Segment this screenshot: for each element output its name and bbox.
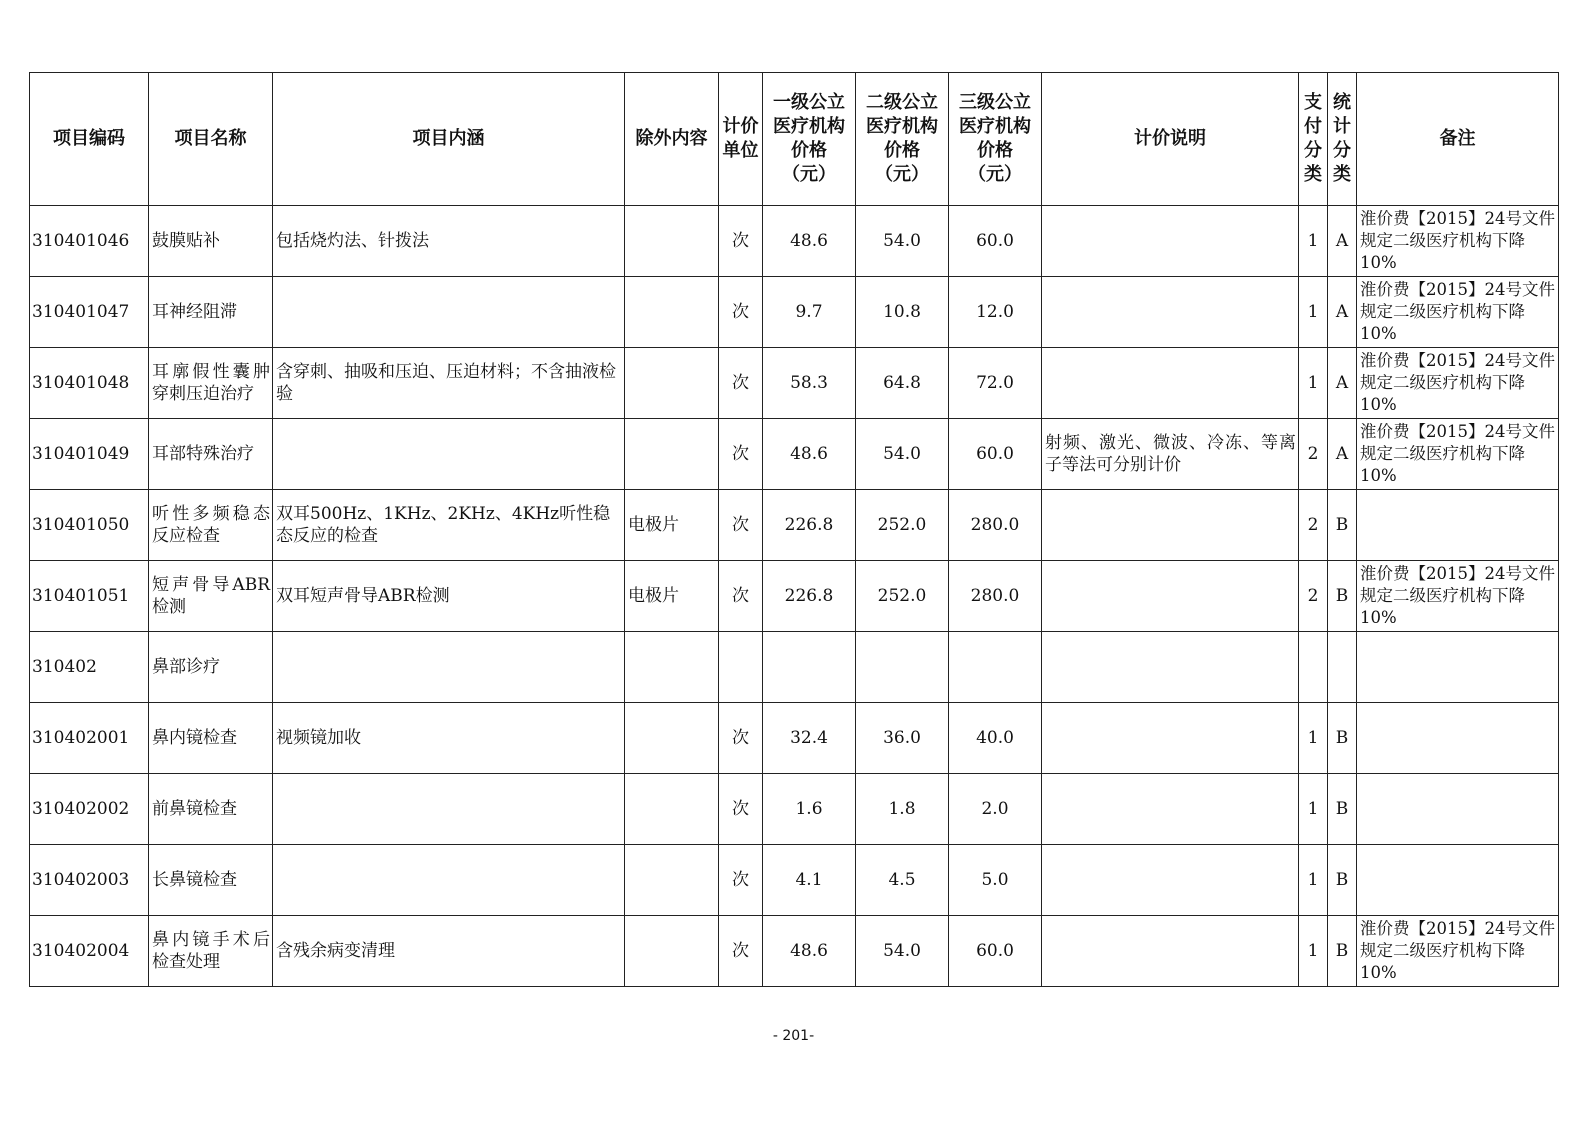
pricing-desc-cell bbox=[1042, 348, 1299, 419]
table-row bbox=[30, 703, 1559, 774]
price-level2-cell: 54.0 bbox=[856, 419, 949, 490]
item-content-cell bbox=[273, 845, 625, 916]
pricing-desc-cell bbox=[1042, 916, 1299, 987]
item-code-cell: 310402 bbox=[30, 632, 149, 703]
header-unit: 计价单位 bbox=[719, 73, 763, 206]
header-pricing-desc: 计价说明 bbox=[1042, 73, 1299, 206]
price-level2-cell: 252.0 bbox=[856, 561, 949, 632]
price-level2-cell: 54.0 bbox=[856, 206, 949, 277]
price-level1-cell: 32.4 bbox=[763, 703, 856, 774]
table-row bbox=[30, 206, 1559, 277]
price-level3-cell: 280.0 bbox=[949, 561, 1042, 632]
pricing-desc-cell bbox=[1042, 206, 1299, 277]
item-content-cell: 含穿刺、抽吸和压迫、压迫材料；不含抽液检验 bbox=[273, 348, 625, 419]
price-level1-cell: 1.6 bbox=[763, 774, 856, 845]
exclude-content-cell bbox=[625, 845, 719, 916]
price-table bbox=[29, 72, 1559, 987]
price-level2-cell: 54.0 bbox=[856, 916, 949, 987]
item-name-cell: 听性多频稳态反应检查 bbox=[149, 490, 273, 561]
price-level1-cell: 48.6 bbox=[763, 419, 856, 490]
item-code-cell: 310401046 bbox=[30, 206, 149, 277]
price-level1-cell: 226.8 bbox=[763, 561, 856, 632]
header-stat-class: 统计分类 bbox=[1328, 73, 1357, 206]
pay-class-cell bbox=[1299, 632, 1328, 703]
header-price-level2: 二级公立医疗机构价格（元） bbox=[856, 73, 949, 206]
item-name-cell: 鼻部诊疗 bbox=[149, 632, 273, 703]
note-cell bbox=[1357, 490, 1559, 561]
stat-class-cell: A bbox=[1328, 419, 1357, 490]
price-level3-cell: 60.0 bbox=[949, 916, 1042, 987]
pricing-desc-cell bbox=[1042, 277, 1299, 348]
table-row bbox=[30, 490, 1559, 561]
pricing-desc-cell bbox=[1042, 632, 1299, 703]
note-cell bbox=[1357, 703, 1559, 774]
price-level1-cell: 58.3 bbox=[763, 348, 856, 419]
note-cell: 淮价费【2015】24号文件规定二级医疗机构下降10% bbox=[1357, 348, 1559, 419]
stat-class-cell: B bbox=[1328, 774, 1357, 845]
item-name-cell: 前鼻镜检查 bbox=[149, 774, 273, 845]
header-row bbox=[30, 73, 1559, 206]
table-row bbox=[30, 419, 1559, 490]
item-code-cell: 310401050 bbox=[30, 490, 149, 561]
pay-class-cell: 1 bbox=[1299, 348, 1328, 419]
exclude-content-cell bbox=[625, 916, 719, 987]
table-row bbox=[30, 845, 1559, 916]
price-level3-cell: 280.0 bbox=[949, 490, 1042, 561]
stat-class-cell: B bbox=[1328, 845, 1357, 916]
exclude-content-cell bbox=[625, 206, 719, 277]
price-level2-cell: 4.5 bbox=[856, 845, 949, 916]
stat-class-cell: A bbox=[1328, 277, 1357, 348]
pay-class-cell: 1 bbox=[1299, 774, 1328, 845]
item-content-cell: 视频镜加收 bbox=[273, 703, 625, 774]
item-content-cell: 包括烧灼法、针拨法 bbox=[273, 206, 625, 277]
item-name-cell: 短声骨导ABR检测 bbox=[149, 561, 273, 632]
pay-class-cell: 2 bbox=[1299, 419, 1328, 490]
pay-class-cell: 2 bbox=[1299, 490, 1328, 561]
pricing-unit-cell: 次 bbox=[719, 419, 763, 490]
header-price-level1: 一级公立医疗机构价格（元） bbox=[763, 73, 856, 206]
pay-class-cell: 1 bbox=[1299, 845, 1328, 916]
pricing-desc-cell bbox=[1042, 774, 1299, 845]
header-code: 项目编码 bbox=[30, 73, 149, 206]
pricing-unit-cell: 次 bbox=[719, 277, 763, 348]
item-content-cell bbox=[273, 419, 625, 490]
stat-class-cell: B bbox=[1328, 490, 1357, 561]
price-level3-cell: 2.0 bbox=[949, 774, 1042, 845]
pricing-desc-cell bbox=[1042, 490, 1299, 561]
exclude-content-cell: 电极片 bbox=[625, 561, 719, 632]
item-code-cell: 310401047 bbox=[30, 277, 149, 348]
table-row bbox=[30, 348, 1559, 419]
table-row bbox=[30, 632, 1559, 703]
price-level1-cell: 48.6 bbox=[763, 916, 856, 987]
pay-class-cell: 2 bbox=[1299, 561, 1328, 632]
price-level3-cell: 60.0 bbox=[949, 206, 1042, 277]
pricing-desc-cell bbox=[1042, 561, 1299, 632]
pricing-desc-cell bbox=[1042, 703, 1299, 774]
price-level3-cell bbox=[949, 632, 1042, 703]
pricing-unit-cell bbox=[719, 632, 763, 703]
header-note: 备注 bbox=[1357, 73, 1559, 206]
page-number: - 201- bbox=[772, 1028, 815, 1044]
note-cell: 淮价费【2015】24号文件规定二级医疗机构下降10% bbox=[1357, 206, 1559, 277]
item-code-cell: 310402004 bbox=[30, 916, 149, 987]
table-row bbox=[30, 277, 1559, 348]
table-row bbox=[30, 561, 1559, 632]
item-content-cell bbox=[273, 277, 625, 348]
item-code-cell: 310402002 bbox=[30, 774, 149, 845]
note-cell bbox=[1357, 774, 1559, 845]
header-exclude: 除外内容 bbox=[625, 73, 719, 206]
item-name-cell: 鼻内镜检查 bbox=[149, 703, 273, 774]
stat-class-cell: B bbox=[1328, 703, 1357, 774]
pay-class-cell: 1 bbox=[1299, 206, 1328, 277]
price-level2-cell: 36.0 bbox=[856, 703, 949, 774]
pricing-desc-cell: 射频、激光、微波、冷冻、等离子等法可分别计价 bbox=[1042, 419, 1299, 490]
pricing-unit-cell: 次 bbox=[719, 845, 763, 916]
note-cell bbox=[1357, 845, 1559, 916]
price-level3-cell: 12.0 bbox=[949, 277, 1042, 348]
note-cell: 淮价费【2015】24号文件规定二级医疗机构下降10% bbox=[1357, 561, 1559, 632]
stat-class-cell: A bbox=[1328, 348, 1357, 419]
item-code-cell: 310401049 bbox=[30, 419, 149, 490]
price-level2-cell: 64.8 bbox=[856, 348, 949, 419]
header-content: 项目内涵 bbox=[273, 73, 625, 206]
price-level2-cell: 252.0 bbox=[856, 490, 949, 561]
pay-class-cell: 1 bbox=[1299, 916, 1328, 987]
item-name-cell: 鼓膜贴补 bbox=[149, 206, 273, 277]
item-content-cell: 含残余病变清理 bbox=[273, 916, 625, 987]
item-name-cell: 鼻内镜手术后检查处理 bbox=[149, 916, 273, 987]
header-price-level3: 三级公立医疗机构价格（元） bbox=[949, 73, 1042, 206]
exclude-content-cell bbox=[625, 703, 719, 774]
note-cell: 淮价费【2015】24号文件规定二级医疗机构下降10% bbox=[1357, 277, 1559, 348]
price-level1-cell: 9.7 bbox=[763, 277, 856, 348]
stat-class-cell: B bbox=[1328, 561, 1357, 632]
pricing-unit-cell: 次 bbox=[719, 206, 763, 277]
table-row bbox=[30, 916, 1559, 987]
pricing-unit-cell: 次 bbox=[719, 703, 763, 774]
exclude-content-cell bbox=[625, 774, 719, 845]
header-name: 项目名称 bbox=[149, 73, 273, 206]
pricing-unit-cell: 次 bbox=[719, 774, 763, 845]
note-cell bbox=[1357, 632, 1559, 703]
price-level1-cell: 226.8 bbox=[763, 490, 856, 561]
price-level1-cell: 4.1 bbox=[763, 845, 856, 916]
item-content-cell bbox=[273, 632, 625, 703]
price-level3-cell: 40.0 bbox=[949, 703, 1042, 774]
item-name-cell: 耳廓假性囊肿穿刺压迫治疗 bbox=[149, 348, 273, 419]
stat-class-cell: B bbox=[1328, 916, 1357, 987]
item-code-cell: 310401051 bbox=[30, 561, 149, 632]
pay-class-cell: 1 bbox=[1299, 703, 1328, 774]
price-level2-cell bbox=[856, 632, 949, 703]
exclude-content-cell bbox=[625, 277, 719, 348]
pricing-unit-cell: 次 bbox=[719, 916, 763, 987]
pricing-unit-cell: 次 bbox=[719, 561, 763, 632]
note-cell: 淮价费【2015】24号文件规定二级医疗机构下降10% bbox=[1357, 916, 1559, 987]
stat-class-cell: A bbox=[1328, 206, 1357, 277]
price-level3-cell: 72.0 bbox=[949, 348, 1042, 419]
pricing-unit-cell: 次 bbox=[719, 348, 763, 419]
item-code-cell: 310402003 bbox=[30, 845, 149, 916]
price-level2-cell: 1.8 bbox=[856, 774, 949, 845]
item-content-cell bbox=[273, 774, 625, 845]
table-row bbox=[30, 774, 1559, 845]
note-cell: 淮价费【2015】24号文件规定二级医疗机构下降10% bbox=[1357, 419, 1559, 490]
header-pay-class: 支付分类 bbox=[1299, 73, 1328, 206]
pricing-unit-cell: 次 bbox=[719, 490, 763, 561]
item-code-cell: 310402001 bbox=[30, 703, 149, 774]
item-code-cell: 310401048 bbox=[30, 348, 149, 419]
exclude-content-cell: 电极片 bbox=[625, 490, 719, 561]
exclude-content-cell bbox=[625, 632, 719, 703]
item-name-cell: 长鼻镜检查 bbox=[149, 845, 273, 916]
item-content-cell: 双耳短声骨导ABR检测 bbox=[273, 561, 625, 632]
price-level2-cell: 10.8 bbox=[856, 277, 949, 348]
table-body bbox=[30, 206, 1559, 987]
price-level3-cell: 60.0 bbox=[949, 419, 1042, 490]
price-level3-cell: 5.0 bbox=[949, 845, 1042, 916]
pricing-desc-cell bbox=[1042, 845, 1299, 916]
item-name-cell: 耳神经阻滞 bbox=[149, 277, 273, 348]
price-level1-cell bbox=[763, 632, 856, 703]
stat-class-cell bbox=[1328, 632, 1357, 703]
pay-class-cell: 1 bbox=[1299, 277, 1328, 348]
price-level1-cell: 48.6 bbox=[763, 206, 856, 277]
exclude-content-cell bbox=[625, 419, 719, 490]
item-name-cell: 耳部特殊治疗 bbox=[149, 419, 273, 490]
item-content-cell: 双耳500Hz、1KHz、2KHz、4KHz听性稳态反应的检查 bbox=[273, 490, 625, 561]
exclude-content-cell bbox=[625, 348, 719, 419]
